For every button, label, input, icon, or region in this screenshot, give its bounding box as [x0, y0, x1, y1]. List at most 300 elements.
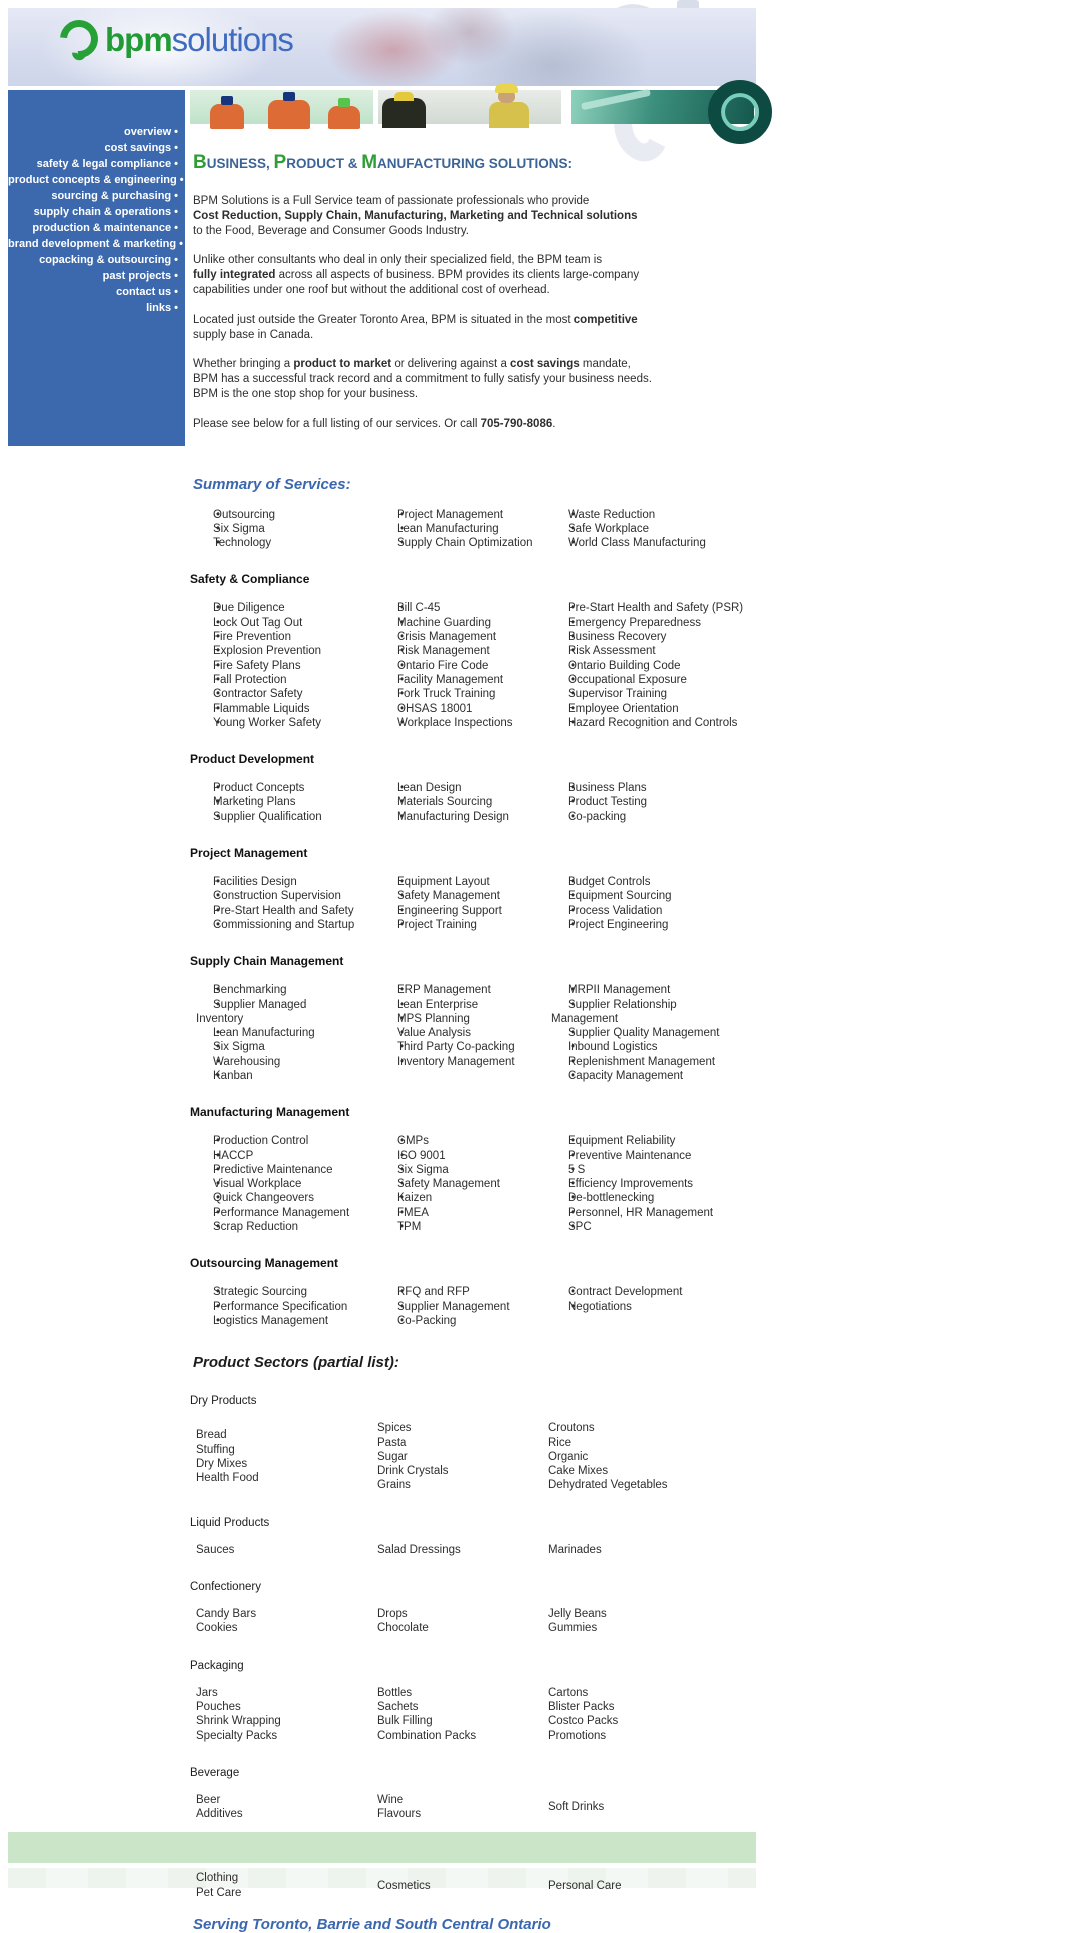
- service-item: • Kaizen: [377, 1191, 548, 1205]
- service-column: [377, 508, 548, 551]
- sidebar-item-label: contact us: [116, 286, 172, 298]
- sector-column: [548, 1686, 745, 1743]
- service-item: • Supervisor Training: [548, 687, 745, 701]
- service-item: • Predictive Maintenance: [193, 1163, 377, 1177]
- sector-groups: [190, 1395, 745, 1900]
- service-item: • Safe Workplace: [548, 522, 745, 536]
- service-item: • Logistics Management: [193, 1314, 377, 1328]
- sector-group-title-packaging: Packaging: [190, 1659, 244, 1672]
- sector-item: Bottles: [377, 1686, 413, 1699]
- intro-paragraphs: [193, 194, 745, 432]
- service-item: • Supplier Qualification: [193, 810, 377, 824]
- paragraph-text: capabilities under one roof but without the additional cost of overhead.: [193, 283, 550, 296]
- service-list: [193, 983, 377, 1083]
- service-item: • Employee Orientation: [548, 702, 745, 716]
- service-item: • Facility Management: [377, 673, 548, 687]
- service-item: • Workplace Inspections: [377, 716, 548, 730]
- service-list: [548, 983, 745, 1083]
- service-group-title-supply-chain-management: Supply Chain Management: [190, 954, 344, 969]
- service-item: • World Class Manufacturing: [548, 536, 745, 550]
- service-item: • GMPs: [377, 1134, 548, 1148]
- sector-column: [377, 1879, 548, 1893]
- bullet-icon: •: [179, 174, 184, 186]
- sector-group-title-beverage: Beverage: [190, 1766, 240, 1779]
- sidebar-item-sourcing-purchasing[interactable]: [8, 188, 185, 204]
- sector-column: [548, 1421, 745, 1492]
- service-list: [548, 1134, 745, 1234]
- sidebar-item-past-projects[interactable]: [8, 268, 185, 284]
- heading-text: USINESS,: [206, 156, 274, 171]
- service-item: • Pre-Start Health and Safety (PSR): [548, 601, 745, 615]
- service-item: • Explosion Prevention: [193, 644, 377, 658]
- service-column: [377, 875, 548, 932]
- service-item: • Project Management: [377, 508, 548, 522]
- service-group-columns: [193, 781, 745, 824]
- service-list: [193, 1134, 377, 1234]
- service-item: • Equipment Reliability: [548, 1134, 745, 1148]
- service-column: [193, 1285, 377, 1328]
- service-list: [548, 1285, 745, 1314]
- service-list: [377, 601, 548, 730]
- paragraph-text: .: [552, 417, 556, 430]
- service-item: • Inventory Management: [377, 1055, 548, 1069]
- sidebar-nav: [8, 90, 185, 316]
- service-item: • Scrap Reduction: [193, 1220, 377, 1234]
- sector-item: Organic: [548, 1450, 589, 1463]
- service-item: • Safety Management: [377, 889, 548, 903]
- service-item: • Fire Safety Plans: [193, 659, 377, 673]
- service-list: [377, 875, 548, 932]
- sector-item: Chocolate: [377, 1622, 429, 1635]
- sidebar-item-label: past projects: [102, 270, 172, 282]
- sector-column: [193, 1543, 377, 1557]
- service-item: • ISO 9001: [377, 1149, 548, 1163]
- service-column: [377, 1134, 548, 1234]
- service-list: [548, 875, 745, 932]
- paragraph-text: Whether bringing a: [193, 358, 294, 371]
- sidebar-item-label: overview: [124, 126, 172, 138]
- sector-item: Cake Mixes: [548, 1465, 609, 1478]
- sector-column: [193, 1871, 377, 1900]
- service-group-columns: [193, 508, 745, 551]
- sector-item: Dry Mixes: [196, 1457, 248, 1470]
- service-item: • Business Plans: [548, 781, 745, 795]
- service-item: • Emergency Preparedness: [548, 616, 745, 630]
- service-item: • Six Sigma: [193, 1040, 377, 1054]
- service-item: • Co-Packing: [377, 1314, 548, 1328]
- bullet-icon: •: [174, 270, 178, 282]
- photo-gear-image: [571, 90, 754, 124]
- service-item: • Hazard Recognition and Controls: [548, 716, 745, 730]
- service-column: [548, 508, 745, 551]
- page-title: [193, 146, 745, 175]
- intro-paragraph: [193, 417, 745, 432]
- service-group-title-product-development: Product Development: [190, 752, 315, 767]
- heading-initial: B: [193, 152, 207, 173]
- paragraph-text: BPM Solutions is a Full Service team of passionate professionals who provide: [193, 195, 590, 207]
- photo-bottles-image: [190, 90, 373, 124]
- bullet-icon: •: [174, 302, 178, 314]
- service-item: • Contractor Safety: [193, 687, 377, 701]
- service-list: [548, 601, 745, 730]
- service-item: • Ontario Fire Code: [377, 659, 548, 673]
- heading-text: RODUCT &: [286, 156, 362, 171]
- bullet-icon: •: [174, 254, 178, 266]
- paragraph-text: BPM is the one stop shop for your business.: [193, 387, 419, 400]
- sidebar-item-brand-development-marketing[interactable]: [8, 236, 185, 252]
- service-item: • Quick Changeovers: [193, 1191, 377, 1205]
- service-list: [377, 508, 548, 551]
- service-item: • Product Concepts: [193, 781, 377, 795]
- service-column: [377, 601, 548, 730]
- service-item: • Co-packing: [548, 810, 745, 824]
- service-group-columns: [193, 875, 745, 932]
- paragraph-text: competitive: [573, 313, 638, 326]
- sector-item: Pouches: [196, 1700, 241, 1713]
- service-column: [193, 601, 377, 730]
- bullet-icon: •: [179, 238, 183, 250]
- paragraph-text: to the Food, Beverage and Consumer Goods Industry.: [193, 224, 469, 237]
- sector-item: Cookies: [196, 1622, 238, 1635]
- service-item: • Inbound Logistics: [548, 1040, 745, 1054]
- sidebar-item-production-maintenance[interactable]: [8, 220, 185, 236]
- service-item: • Outsourcing: [193, 508, 377, 522]
- service-item: • Third Party Co-packing: [377, 1040, 548, 1054]
- tagline: Serving Toronto, Barrie and South Central Ontario: [193, 1916, 551, 1933]
- sector-item: Croutons: [548, 1422, 595, 1435]
- sector-item: Drops: [377, 1608, 408, 1621]
- service-item: • Six Sigma: [193, 522, 377, 536]
- sector-item: Stuffing: [196, 1443, 235, 1456]
- sector-item: Specialty Packs: [196, 1729, 278, 1742]
- intro-paragraph: [193, 357, 745, 401]
- sidebar-item-cost-savings[interactable]: [8, 140, 185, 156]
- intro-paragraph: [193, 253, 745, 297]
- sidebar-item-links[interactable]: [8, 300, 185, 316]
- sector-item: Salad Dressings: [377, 1543, 461, 1556]
- pipe-shape: [581, 89, 651, 110]
- service-item: • Value Analysis: [377, 1026, 548, 1040]
- services-title: Summary of Services:: [193, 475, 351, 493]
- bullet-icon: •: [174, 158, 178, 170]
- sidebar-item-label: supply chain & operations: [33, 206, 172, 218]
- sidebar: [8, 90, 185, 446]
- service-list: [377, 781, 548, 824]
- service-item: • Product Testing: [548, 795, 745, 809]
- service-item: • SPC: [548, 1220, 745, 1234]
- service-item: • Replenishment Management: [548, 1055, 745, 1069]
- sector-item: Clothing: [196, 1872, 239, 1885]
- sidebar-item-contact-us[interactable]: [8, 284, 185, 300]
- service-item: • Supplier Managed Inventory: [193, 998, 377, 1027]
- service-column: [193, 508, 377, 551]
- service-group-title-safety-compliance: Safety & Compliance: [190, 572, 310, 587]
- sidebar-item-copacking-outsourcing[interactable]: [8, 252, 185, 268]
- service-column: [193, 875, 377, 932]
- paragraph-text: Located just outside the Greater Toronto Area, BPM is situated in the most: [193, 313, 574, 326]
- paragraph-text: product to market: [293, 358, 392, 371]
- service-item: • Technology: [193, 536, 377, 550]
- service-item: • Lean Manufacturing: [193, 1026, 377, 1040]
- service-list: [193, 508, 377, 551]
- service-item: • Business Recovery: [548, 630, 745, 644]
- sector-item: Candy Bars: [196, 1608, 257, 1621]
- sector-item: Soft Drinks: [548, 1800, 605, 1813]
- service-item: • Lean Design: [377, 781, 548, 795]
- logo[interactable]: [60, 20, 293, 58]
- sidebar-item-label: links: [146, 302, 172, 314]
- sector-item: Grains: [377, 1479, 411, 1492]
- sidebar-item-label: brand development & marketing: [8, 238, 177, 250]
- service-item: • Process Validation: [548, 904, 745, 918]
- sector-column: [377, 1421, 548, 1492]
- service-item: • TPM: [377, 1220, 548, 1234]
- sector-group-title-dry-products: Dry Products: [190, 1395, 257, 1408]
- service-item: • Project Training: [377, 918, 548, 932]
- service-item: • Supply Chain Optimization: [377, 536, 548, 550]
- service-item: • Lean Manufacturing: [377, 522, 548, 536]
- sector-item: Drink Crystals: [377, 1465, 449, 1478]
- sector-group-columns: [193, 1421, 745, 1492]
- sector-item: Flavours: [377, 1808, 422, 1821]
- service-item: • Budget Controls: [548, 875, 745, 889]
- sector-column: [548, 1879, 745, 1893]
- service-item: • Young Worker Safety: [193, 716, 377, 730]
- sidebar-item-supply-chain-operations[interactable]: [8, 204, 185, 220]
- sidebar-item-label: safety & legal compliance: [36, 158, 172, 170]
- sector-group-columns: [193, 1686, 745, 1743]
- bullet-icon: •: [174, 190, 178, 202]
- sector-item: Dehydrated Vegetables: [548, 1479, 668, 1492]
- sidebar-item-label: production & maintenance: [32, 222, 172, 234]
- heading-text: ANUFACTURING SOLUTIONS:: [377, 156, 573, 171]
- paragraph-text: 705-790-8086: [480, 417, 553, 430]
- service-column: [377, 983, 548, 1083]
- paragraph-text: fully integrated: [193, 269, 276, 282]
- sectors-title: Product Sectors (partial list):: [193, 1354, 399, 1372]
- service-list: [193, 601, 377, 730]
- service-list: [377, 983, 548, 1069]
- service-item: • Fire Prevention: [193, 630, 377, 644]
- sector-group-columns: [193, 1607, 745, 1636]
- sector-item: Sugar: [377, 1450, 408, 1463]
- sector-group-columns: [193, 1793, 745, 1822]
- sector-item: Wine: [377, 1793, 404, 1806]
- main-content: [190, 120, 745, 1933]
- service-column: [377, 1285, 548, 1328]
- service-item: • Occupational Exposure: [548, 673, 745, 687]
- sidebar-item-overview[interactable]: [8, 124, 185, 140]
- service-list: [193, 1285, 377, 1328]
- sector-item: Shrink Wrapping: [196, 1715, 281, 1728]
- service-item: • HACCP: [193, 1149, 377, 1163]
- service-item: • Supplier Management: [377, 1300, 548, 1314]
- service-item: • Kanban: [193, 1069, 377, 1083]
- sector-item: Cosmetics: [377, 1879, 431, 1892]
- sector-item: Spices: [377, 1422, 412, 1435]
- sidebar-item-product-concepts-engineering[interactable]: [8, 172, 185, 188]
- service-item: • Manufacturing Design: [377, 810, 548, 824]
- header-banner: [8, 8, 756, 86]
- service-column: [193, 1134, 377, 1234]
- service-group-title-project-management: Project Management: [190, 846, 308, 861]
- sector-item: Blister Packs: [548, 1700, 615, 1713]
- sector-item: Personal Care: [548, 1879, 622, 1892]
- service-item: • Visual Workplace: [193, 1177, 377, 1191]
- service-item: • Lock Out Tag Out: [193, 616, 377, 630]
- service-item: • Contract Development: [548, 1285, 745, 1299]
- heading-initial: P: [273, 152, 287, 173]
- sector-item: Sachets: [377, 1700, 419, 1713]
- sector-item: Cartons: [548, 1686, 589, 1699]
- service-column: [548, 875, 745, 932]
- services-groups: [190, 508, 745, 1329]
- service-item: • Warehousing: [193, 1055, 377, 1069]
- service-item: • Production Control: [193, 1134, 377, 1148]
- sector-column: [548, 1543, 745, 1557]
- service-item: • Waste Reduction: [548, 508, 745, 522]
- paragraph-text: Please see below for a full listing of our services. Or call: [193, 417, 481, 430]
- sidebar-item-label: copacking & outsourcing: [39, 254, 172, 266]
- sector-column: [548, 1800, 745, 1814]
- service-item: • OHSAS 18001: [377, 702, 548, 716]
- bullet-icon: •: [174, 222, 178, 234]
- sector-item: Marinades: [548, 1543, 602, 1556]
- service-item: • Benchmarking: [193, 983, 377, 997]
- intro-paragraph: [193, 313, 745, 343]
- service-group-title-outsourcing-management: Outsourcing Management: [190, 1256, 339, 1271]
- sector-item: Jars: [196, 1686, 218, 1699]
- service-item: • De-bottlenecking: [548, 1191, 745, 1205]
- paragraph-text: Cost Reduction, Supply Chain, Manufacturing, Marketing and Technical solutions: [193, 209, 638, 222]
- sector-item: Beer: [196, 1793, 221, 1806]
- service-item: • Crisis Management: [377, 630, 548, 644]
- sector-item: Gummies: [548, 1622, 598, 1635]
- bullet-icon: •: [174, 142, 178, 154]
- service-item: • Marketing Plans: [193, 795, 377, 809]
- sector-item: Pet Care: [196, 1886, 242, 1899]
- service-item: • Supplier Quality Management: [548, 1026, 745, 1040]
- service-item: • Materials Sourcing: [377, 795, 548, 809]
- service-item: • Performance Management: [193, 1206, 377, 1220]
- service-item: • 5 S: [548, 1163, 745, 1177]
- service-group-columns: [193, 1134, 745, 1234]
- service-group-title-manufacturing-management: Manufacturing Management: [190, 1105, 350, 1120]
- service-item: • Equipment Sourcing: [548, 889, 745, 903]
- service-list: [193, 875, 377, 932]
- service-item: • Construction Supervision: [193, 889, 377, 903]
- service-column: [193, 983, 377, 1083]
- sector-item: Combination Packs: [377, 1729, 477, 1742]
- paragraph-text: mandate,: [579, 358, 631, 371]
- sector-item: Jelly Beans: [548, 1608, 607, 1621]
- sector-item: Sauces: [196, 1543, 235, 1556]
- service-item: • FMEA: [377, 1206, 548, 1220]
- service-column: [377, 781, 548, 824]
- logo-text: [105, 20, 293, 58]
- service-item: • Negotiations: [548, 1300, 745, 1314]
- sector-group-title-confectionery: Confectionery: [190, 1581, 261, 1594]
- service-list: [377, 1285, 548, 1328]
- sector-column: [193, 1686, 377, 1743]
- service-list: [548, 508, 745, 551]
- service-list: [193, 781, 377, 824]
- logo-text-solutions: solutions: [171, 20, 293, 58]
- service-item: • Commissioning and Startup: [193, 918, 377, 932]
- service-list: [548, 781, 745, 824]
- sector-group-columns: [193, 1871, 745, 1900]
- service-item: • Due Diligence: [193, 601, 377, 615]
- sector-item: Rice: [548, 1436, 572, 1449]
- sidebar-item-label: product concepts & engineering: [8, 174, 177, 186]
- service-item: • Project Engineering: [548, 918, 745, 932]
- paragraph-text: BPM has a successful track record and a commitment to fully satisfy your business needs.: [193, 373, 652, 386]
- service-item: • Facilities Design: [193, 875, 377, 889]
- service-item: • Engineering Support: [377, 904, 548, 918]
- service-item: • Personnel, HR Management: [548, 1206, 745, 1220]
- service-item: • Flammable Liquids: [193, 702, 377, 716]
- sidebar-item-safety-legal-compliance[interactable]: [8, 156, 185, 172]
- service-item: • Fall Protection: [193, 673, 377, 687]
- service-item: • Bill C-45: [377, 601, 548, 615]
- sector-item: Additives: [196, 1808, 243, 1821]
- sector-column: [377, 1543, 548, 1557]
- sidebar-item-label: cost savings: [104, 142, 172, 154]
- service-item: • Performance Specification: [193, 1300, 377, 1314]
- service-column: [548, 1134, 745, 1234]
- sector-column: [377, 1793, 548, 1822]
- logo-text-bpm: bpm: [105, 20, 172, 58]
- service-item: • Supplier Relationship Management: [548, 998, 745, 1027]
- paragraph-text: across all aspects of business. BPM provides its clients large-company: [275, 269, 640, 282]
- service-group-columns: [193, 983, 745, 1083]
- bullet-icon: •: [174, 286, 178, 298]
- bullet-icon: •: [174, 126, 178, 138]
- sector-item: Health Food: [196, 1472, 259, 1485]
- service-item: • Preventive Maintenance: [548, 1149, 745, 1163]
- service-item: • Pre-Start Health and Safety: [193, 904, 377, 918]
- intro-paragraph: [193, 194, 745, 238]
- service-item: • Equipment Layout: [377, 875, 548, 889]
- sector-column: [193, 1607, 377, 1636]
- service-column: [548, 983, 745, 1083]
- sector-group-columns: [193, 1543, 745, 1557]
- sector-group-title-liquid-products: Liquid Products: [190, 1516, 270, 1529]
- service-item: • Risk Management: [377, 644, 548, 658]
- service-item: • Risk Assessment: [548, 644, 745, 658]
- footer-bar: [8, 1832, 756, 1863]
- service-column: [193, 781, 377, 824]
- sector-item: Costco Packs: [548, 1715, 619, 1728]
- service-item: • ERP Management: [377, 983, 548, 997]
- service-item: • Ontario Building Code: [548, 659, 745, 673]
- service-item: • Machine Guarding: [377, 616, 548, 630]
- sector-column: [377, 1607, 548, 1636]
- service-item: • Lean Enterprise: [377, 998, 548, 1012]
- service-list: [377, 1134, 548, 1234]
- service-item: • Six Sigma: [377, 1163, 548, 1177]
- service-item: • RFQ and RFP: [377, 1285, 548, 1299]
- sector-column: [193, 1793, 377, 1822]
- service-group-columns: [193, 601, 745, 730]
- service-item: • Fork Truck Training: [377, 687, 548, 701]
- photo-workers-image: [378, 90, 561, 124]
- paragraph-text: Unlike other consultants who deal in only their specialized field, the BPM team is: [193, 254, 603, 267]
- service-column: [548, 781, 745, 824]
- sector-item: Bread: [196, 1429, 227, 1442]
- service-item: • Strategic Sourcing: [193, 1285, 377, 1299]
- sector-column: [548, 1607, 745, 1636]
